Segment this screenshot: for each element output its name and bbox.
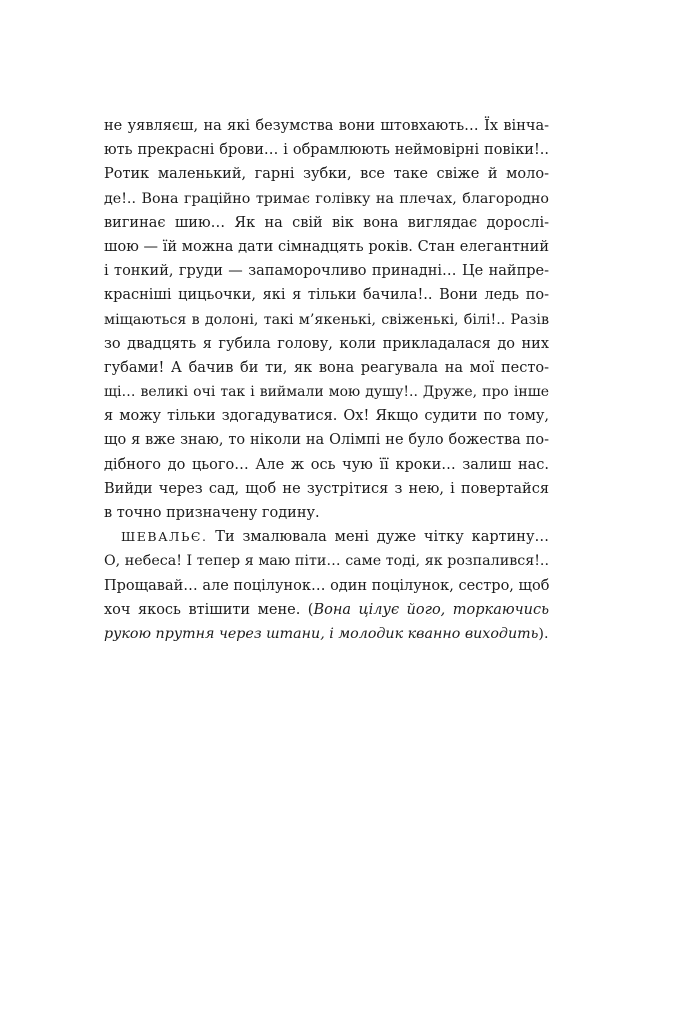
- text-line: не уявляєш, на які безумства вони штовхають… Їх вінча-: [104, 118, 549, 134]
- stage-direction: Вона цілує його, торкаючись: [313, 601, 549, 618]
- text-line: і тонкий, груди — запаморочливо принадні… Це найпре-: [104, 263, 549, 280]
- text-line: [104, 622, 549, 646]
- text-line: [104, 598, 549, 622]
- text-line: я можу тільки здогадуватися. Ох! Якщо судити по тому,: [104, 408, 549, 425]
- paragraph-1: [104, 114, 549, 525]
- text-line: шою — їй можна дати сімнадцять років. Стан елегантний: [104, 238, 549, 255]
- text-line: міщаються в долоні, такі м’якенькі, свіженькі, білі!.. Разів: [104, 311, 549, 328]
- paragraph-2: [104, 525, 549, 646]
- speech-text: хоч якось втішити мене. (: [104, 601, 314, 618]
- text-line: щі… великі очі так і виймали мою душу!.. Друже, про інше: [104, 384, 549, 401]
- speaker-name: ШЕВАЛЬЄ.: [121, 529, 208, 545]
- speech-text: Ти змалювала мені дуже чітку картину…: [215, 529, 549, 546]
- text-line: зо двадцять я губила голову, коли прикладалася до них: [104, 335, 549, 352]
- page-text: [104, 114, 549, 646]
- text-line: губами! А бачив би ти, як вона реагувала на мої песто-: [104, 359, 549, 376]
- text-line: Ротик маленький, гарні зубки, все таке свіже й моло-: [104, 166, 549, 183]
- speech-text: ).: [538, 625, 549, 642]
- text-line: Вийди через сад, щоб не зустрітися з нею, і повертайся: [104, 480, 549, 497]
- text-line: красніші цицьочки, які я тільки бачила!.. Вони ледь по-: [104, 287, 549, 304]
- text-line: де!.. Вона граційно тримає голівку на плечах, благородно: [104, 190, 549, 207]
- text-line: [104, 525, 549, 549]
- stage-direction: рукою прутня через штани, і молодик кванно виходить: [104, 625, 539, 642]
- text-line: ють прекрасні брови… і обрамлюють неймовірні повіки!..: [104, 142, 549, 159]
- text-line: дібного до цього… Але ж ось чую її кроки… залиш нас.: [104, 456, 549, 473]
- text-line: в точно призначену годину.: [104, 505, 320, 521]
- text-line: вигинає шию… Як на свій вік вона виглядає дорослі-: [104, 214, 549, 231]
- text-line: О, небеса! І тепер я маю піти… саме тоді, як розпалився!..: [104, 553, 549, 570]
- text-line: Прощавай… але поцілунок… один поцілунок, сестро, щоб: [104, 577, 550, 594]
- text-line: що я вже знаю, то ніколи на Олімпі не було божества по-: [104, 432, 549, 449]
